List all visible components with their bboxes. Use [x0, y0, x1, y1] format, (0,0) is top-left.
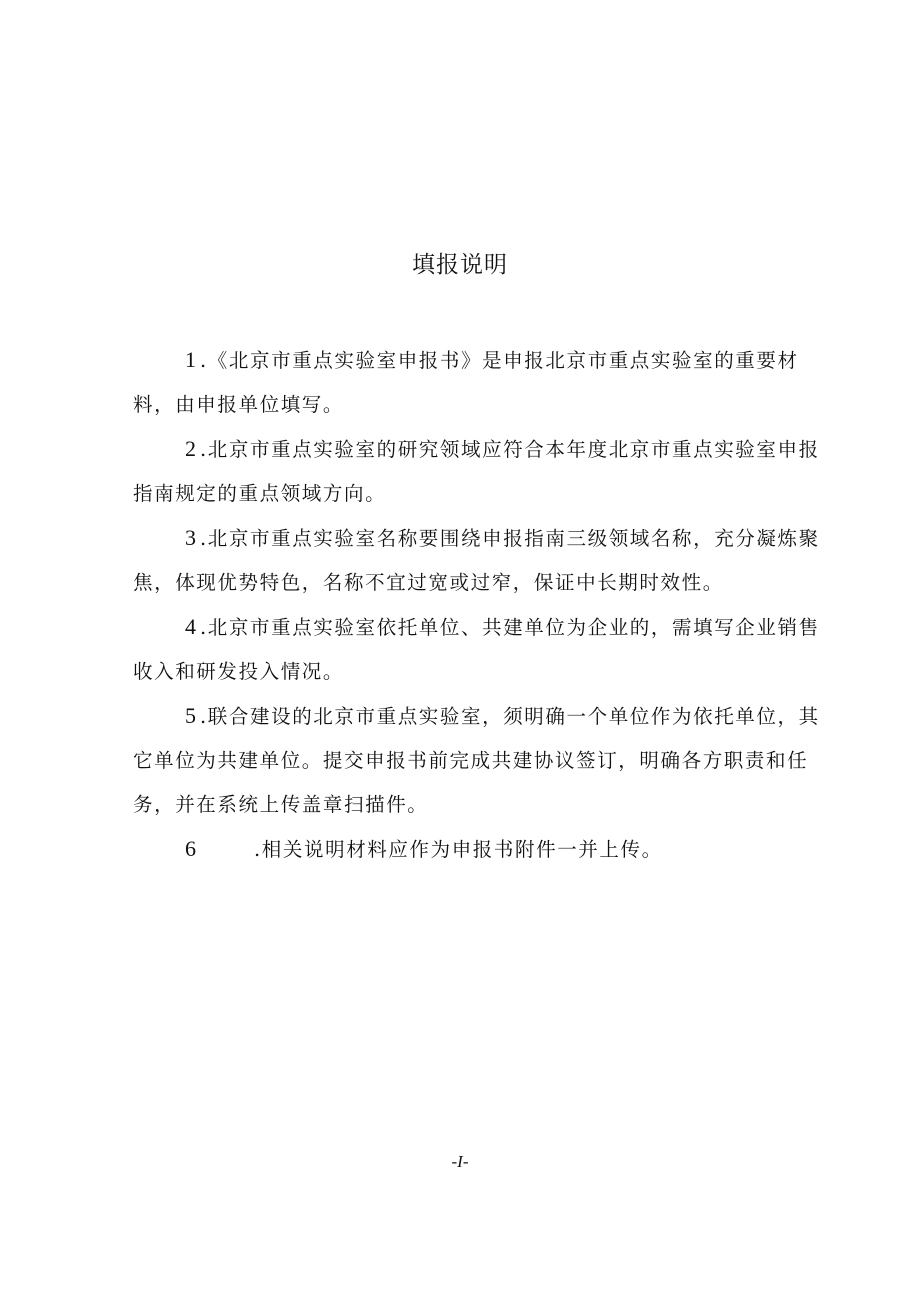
instruction-item-1: [133, 338, 833, 427]
page-number: -I-: [451, 1152, 469, 1171]
item-number: 4: [185, 614, 196, 639]
item-text: .北京市重点实验室名称要围绕申报指南三级领域名称，充分凝炼聚焦，体现优势特色，名称不宜过宽或过窄，保证中长期时效性。: [133, 527, 820, 594]
item-text: .联合建设的北京市重点实验室，须明确一个单位作为依托单位，其它单位为共建单位。提交申报书前完成共建协议签订，明确各方职责和任务，并在系统上传盖章扫描件。: [133, 705, 820, 816]
item-text: .北京市重点实验室的研究领域应符合本年度北京市重点实验室申报指南规定的重点领域方向。: [133, 438, 820, 505]
instruction-item-4: [133, 605, 833, 694]
item-number: 6: [185, 836, 196, 861]
page-title: 填报说明: [412, 252, 508, 278]
instruction-list: [133, 338, 833, 872]
item-text: .北京市重点实验室依托单位、共建单位为企业的，需填写企业销售收入和研发投入情况。: [133, 616, 820, 683]
instruction-item-5: [133, 694, 833, 827]
item-number: 1: [185, 347, 196, 372]
instruction-item-2: [133, 427, 833, 516]
item-text: .《北京市重点实验室申报书》是申报北京市重点实验室的重要材料，由申报单位填写。: [133, 349, 799, 416]
instruction-item-6: [133, 827, 833, 872]
item-number: 5: [185, 703, 196, 728]
item-text: .相关说明材料应作为申报书附件一并上传。: [254, 838, 663, 861]
item-number: 2: [185, 436, 196, 461]
item-number: 3: [185, 525, 196, 550]
instruction-item-3: [133, 516, 833, 605]
